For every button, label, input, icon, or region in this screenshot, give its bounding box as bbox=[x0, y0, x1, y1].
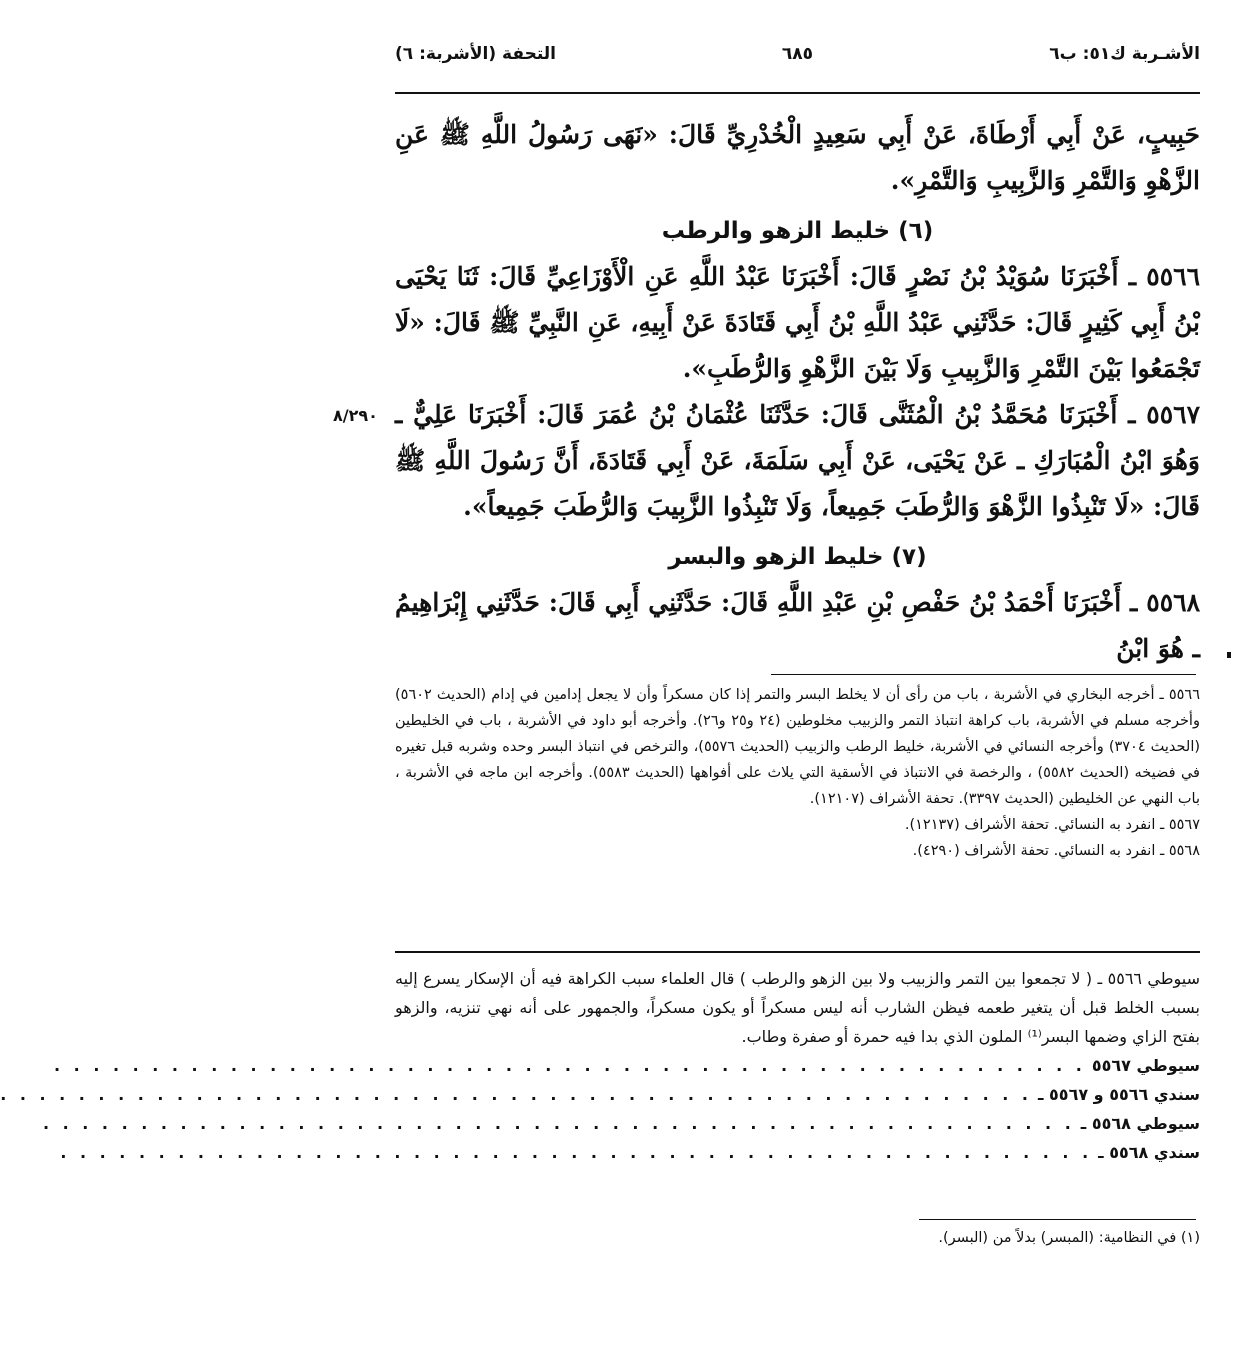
commentary-line bbox=[0, 1080, 1200, 1109]
dot-leader: . . . . . . . . . . . . . . . . . . . . . . . . . . . . . . . . . . . . . . . . . . . . . . . . . . . . . bbox=[54, 1056, 1086, 1075]
dot-leader: . . . . . . . . . . . . . . . . . . . . . . . . . . . . . . . . . . . . . . . . . . . . . . . . . . . . . bbox=[60, 1143, 1093, 1162]
commentary-section bbox=[0, 964, 1201, 1167]
footnote-5568: ٥٥٦٨ ـ انفرد به النسائي. تحفة الأشراف (٤٢٩٠). bbox=[912, 843, 1200, 859]
suyuti-5567-label: سيوطي ٥٥٦٧ bbox=[1091, 1056, 1200, 1075]
commentary-rule bbox=[395, 951, 1200, 953]
hadith-5567-block bbox=[333, 392, 1200, 530]
endnote-1: (١) في النظامية: (المبسر) بدلاً من (البسر). bbox=[938, 1230, 1200, 1246]
header-tuhfa-ref: التحفة (الأشربة: ٦) bbox=[395, 44, 556, 64]
commentary-line bbox=[42, 1109, 1200, 1138]
footnote-rule bbox=[771, 674, 1196, 675]
hadith-5568: ٥٥٦٨ ـ أَخْبَرَنَا أَحْمَدُ بْنُ حَفْصِ بْنِ عَبْدِ اللَّهِ قَالَ: حَدَّثَنِي أَبِي قَالَ: حَدَّثَنِي إِبْرَاهِيمُ ـ هُوَ ابْنُ bbox=[395, 588, 1200, 663]
dot-leader: . . . . . . . . . . . . . . . . . . . . . . . . . . . . . . . . . . . . . . . . . . . . . . . . . . . . . bbox=[0, 1085, 1032, 1104]
main-text bbox=[333, 112, 1200, 672]
takhrij-footnotes bbox=[395, 682, 1200, 864]
page-number: ٦٨٥ bbox=[781, 44, 814, 64]
commentary-line bbox=[54, 1051, 1200, 1080]
dot-leader: . . . . . . . . . . . . . . . . . . . . . . . . . . . . . . . . . . . . . . . . . . . . . . . . . . . . . bbox=[42, 1114, 1075, 1133]
header-chapter-ref: الأشـربة ك٥١: ب٦ bbox=[1049, 44, 1200, 64]
page-header bbox=[395, 44, 1200, 74]
continued-hadith: حَبِيبٍ، عَنْ أَبِي أَرْطَاةَ، عَنْ أَبِي سَعِيدٍ الْخُدْرِيِّ قَالَ: «نَهَى رَسُولُ اللَّهِ ﷺ عَنِ الزَّهْوِ وَالتَّمْرِ وَالزَّبِيبِ وَالتَّمْرِ». bbox=[395, 120, 1200, 195]
hadith-5567: ٥٥٦٧ ـ أَخْبَرَنَا مُحَمَّدُ بْنُ الْمُثَنَّى قَالَ: حَدَّثَنَا عُثْمَانُ بْنُ عُمَرَ قَالَ: أَخْبَرَنَا عَلِيٌّ ـ وَهُوَ ابْنُ الْمُبَارَكِ ـ عَنْ يَحْيَى، عَنْ أَبِي سَلَمَةَ، عَنْ أَبِي قَتَادَةَ، أَنَّ رَسُولَ اللَّهِ ﷺ قَالَ: «لَا تَنْبِذُوا الزَّهْوَ وَالرُّطَبَ جَمِيعاً، وَلَا تَنْبِذُوا الزَّبِيبَ وَالرُّطَبَ جَمِيعاً». bbox=[395, 400, 1200, 521]
sindi-5568-label: سندي ٥٥٦٨ ـ bbox=[1098, 1143, 1200, 1162]
section-heading-7: (٧) خليط الزهو والبسر bbox=[668, 544, 927, 570]
endnote-rule bbox=[919, 1219, 1196, 1220]
commentary-line bbox=[60, 1138, 1200, 1167]
suyuti-5566: سيوطي ٥٥٦٦ ـ ( لا تجمعوا بين التمر والزبيب ولا بين الزهو والرطب ) قال العلماء سبب الكراهة فيه أن الإسكار يسرع إليه بسبب الخلط قبل أن يتغير طعمه فيظن الشارب أنه ليس مسكراً أو يكون مسكراً، والجمهور على أنه نهي تنزيه، والزهو بفتح الزاي وضمها البسر⁽¹⁾ الملون الذي بدا فيه حمرة أو صفرة وطاب. bbox=[395, 969, 1201, 1046]
margin-reference: ٨/٢٩٠ bbox=[333, 406, 378, 425]
section-heading-6: (٦) خليط الزهو والرطب bbox=[661, 218, 934, 244]
footnote-5566: ٥٥٦٦ ـ أخرجه البخاري في الأشربة ، باب من رأى أن لا يخلط البسر والتمر إذا كان مسكراً وأن لا يجعل إدامين في إدام (الحديث ٥٦٠٢) وأخرجه مسلم في الأشربة، باب كراهة انتباذ التمر والزبيب مخلوطين (٢٤ و٢٥ و٢٦). وأخرجه أبو داود في الأشربة ، باب في الخليطين (الحديث ٣٧٠٤) وأخرجه النسائي في الأشربة، خليط الرطب والزبيب (الحديث ٥٥٧٦)، والترخص في انتباذ البسر وحده وشربه قبل تغيره في فضيخه (الحديث ٥٥٨٢) ، والرخصة في الانتباذ في الأسقية التي يلاث على أفواهها (الحديث ٥٥٨٣). وأخرجه ابن ماجه في الأشربة ، باب النهي عن الخليطين (الحديث ٣٣٩٧). تحفة الأشراف (١٢١٠٧). bbox=[395, 687, 1201, 807]
suyuti-5568-label: سيوطي ٥٥٦٨ ـ bbox=[1080, 1114, 1200, 1133]
footnote-5567: ٥٥٦٧ ـ انفرد به النسائي. تحفة الأشراف (١٢١٣٧). bbox=[904, 817, 1200, 833]
sindi-5566-5567-label: سندي ٥٥٦٦ و ٥٥٦٧ ـ bbox=[1037, 1085, 1200, 1104]
hadith-5566: ٥٥٦٦ ـ أَخْبَرَنَا سُوَيْدُ بْنُ نَصْرٍ قَالَ: أَخْبَرَنَا عَبْدُ اللَّهِ عَنِ الْأَوْزَاعِيِّ قَالَ: ثَنَا يَحْيَى بْنُ أَبِي كَثِيرٍ قَالَ: حَدَّثَنِي عَبْدُ اللَّهِ بْنُ أَبِي قَتَادَةَ عَنْ أَبِيهِ، عَنِ النَّبِيِّ ﷺ قَالَ: «لَا تَجْمَعُوا بَيْنَ التَّمْرِ وَالزَّبِيبِ وَلَا بَيْنَ الزَّهْوِ وَالرُّطَبِ». bbox=[395, 262, 1200, 383]
scan-edge-mark bbox=[1227, 652, 1231, 658]
header-rule bbox=[395, 92, 1200, 94]
